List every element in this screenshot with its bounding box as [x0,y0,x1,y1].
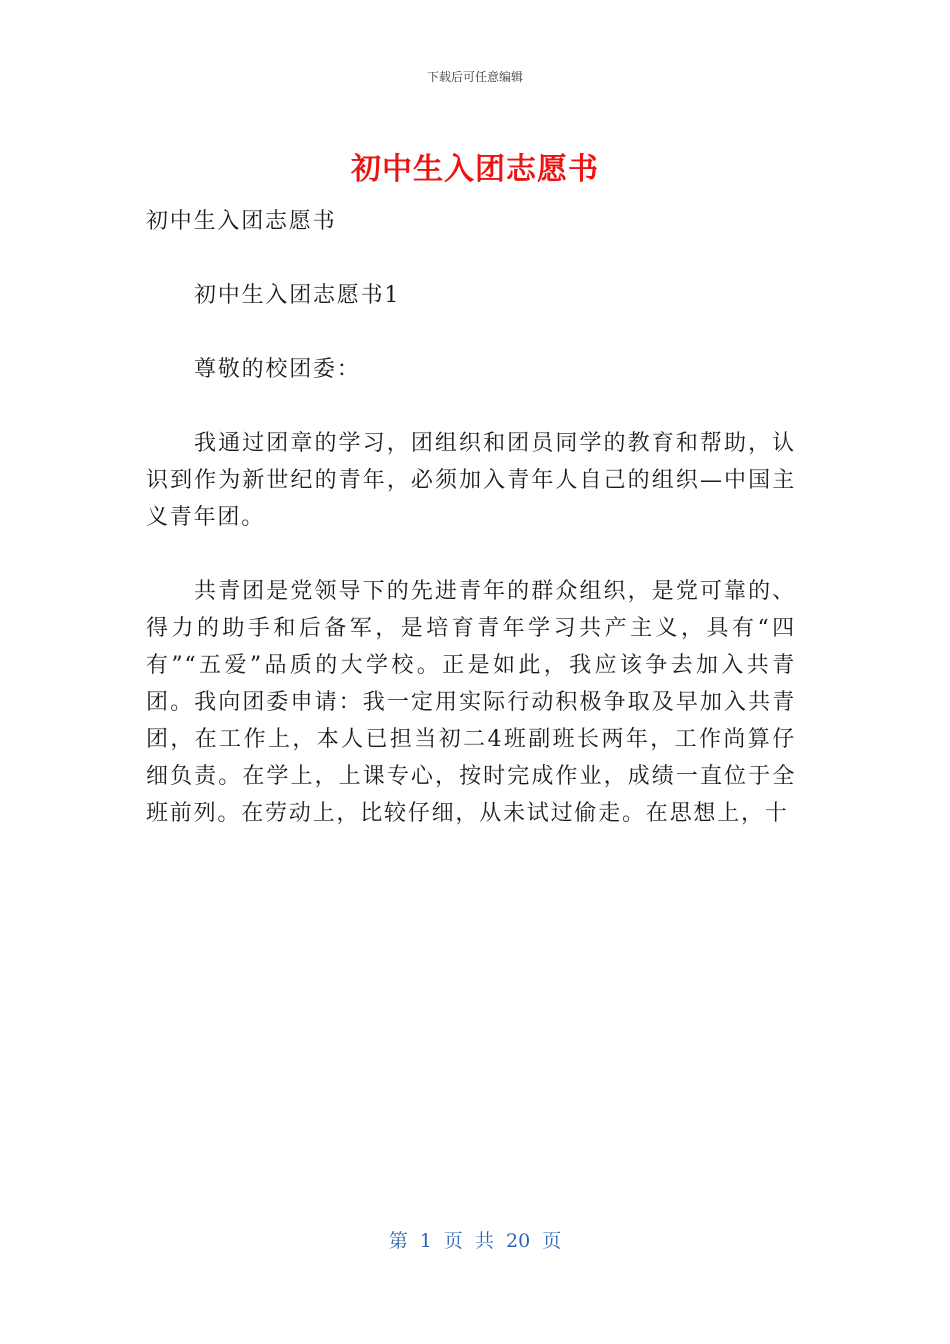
paragraph-body-1: 我通过团章的学习，团组织和团员同学的教育和帮助，认识到作为新世纪的青年，必须加入青年人自己的组织—中国主义青年团。 [146,431,796,530]
paragraph-body-2: 共青团是党领导下的先进青年的群众组织，是党可靠的、得力的助手和后备军，是培育青年学习共产主义，具有“四有”“五爱”品质的大学校。正是如此，我应该争去加入共青团。我向团委申请：我一定用实际行动积极争取及早加入共青团，在工作上，本人已担当初二4班副班长两年，工作尚算仔细负责。在学上，上课专心，按时完成作业，成绩一直位于全班前列。在劳动上，比较仔细，从未试过偷走。在思想上，十 [146,579,796,826]
document-title: 初中生入团志愿书 [351,152,599,187]
paragraph-doc-heading: 初中生入团志愿书 [146,209,337,234]
document-body [146,203,796,869]
paragraph-salutation: 尊敬的校团委： [194,357,361,382]
page-number-footer: 第 1 页 共 20 页 [388,1230,562,1252]
paragraph-section-title: 初中生入团志愿书1 [194,283,401,308]
header-note: 下载后可任意编辑 [426,70,523,84]
